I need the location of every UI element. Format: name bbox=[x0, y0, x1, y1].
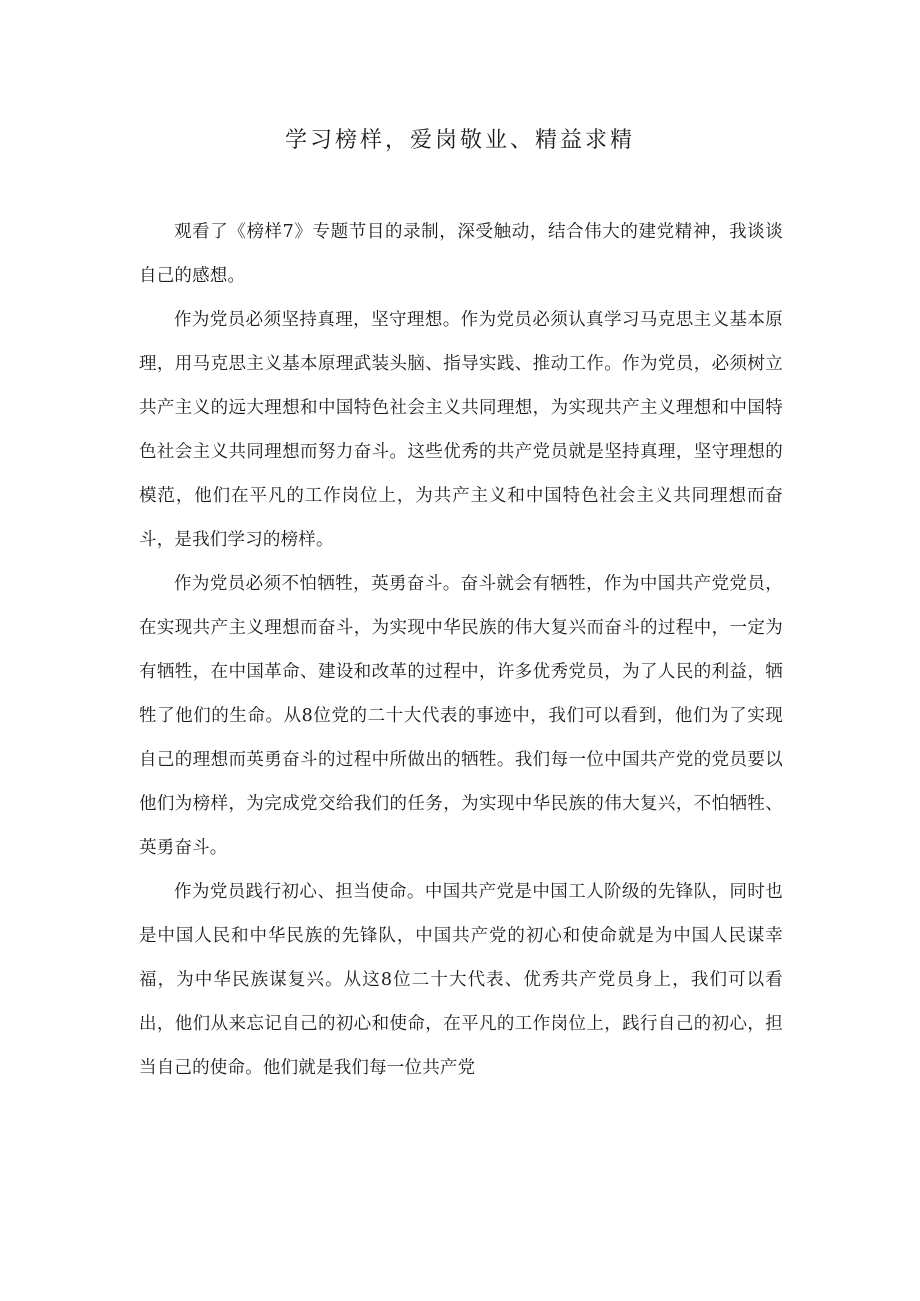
paragraph-sacrifice: 作为党员必须不怕牺牲，英勇奋斗。奋斗就会有牺牲，作为中国共产党党员，在实现共产主义理想而奋斗，为实现中华民族的伟大复兴而奋斗的过程中，一定为有牺牲，在中国革命、建设和改革的过程中，许多优秀党员，为了人民的利益，牺牲了他们的生命。从8位党的二十大代表的事迹中，我们可以看到，他们为了实现自己的理想而英勇奋斗的过程中所做出的牺牲。我们每一位中国共产党的党员要以他们为榜样，为完成党交给我们的任务，为实现中华民族的伟大复兴，不怕牺牲、英勇奋斗。 bbox=[139, 574, 783, 858]
paragraph-intro: 观看了《榜样7》专题节目的录制，深受触动，结合伟大的建党精神，我谈谈自己的感想。 bbox=[139, 222, 783, 286]
paragraph-truth-ideals: 作为党员必须坚持真理，坚守理想。作为党员必须认真学习马克思主义基本原理，用马克思主义基本原理武装头脑、指导实践、推动工作。作为党员，必须树立共产主义的远大理想和中国特色社会主义共同理想，为实现共产主义理想和中国特色社会主义共同理想而努力奋斗。这些优秀的共产党员就是坚持真理，坚守理想的模范，他们在平凡的工作岗位上，为共产主义和中国特色社会主义共同理想而奋斗，是我们学习的榜样。 bbox=[139, 310, 783, 550]
paragraph-original-mission: 作为党员践行初心、担当使命。中国共产党是中国工人阶级的先锋队，同时也是中国人民和中华民族的先锋队，中国共产党的初心和使命就是为中国人民谋幸福，为中华民族谋复兴。从这8位二十大代表、优秀共产党员身上，我们可以看出，他们从来忘记自己的初心和使命，在平凡的工作岗位上，践行自己的初心，担当自己的使命。他们就是我们每一位共产党 bbox=[139, 882, 783, 1078]
document-title: 学习榜样，爱岗敬业、精益求精 bbox=[284, 128, 635, 153]
document-body bbox=[139, 210, 783, 1090]
